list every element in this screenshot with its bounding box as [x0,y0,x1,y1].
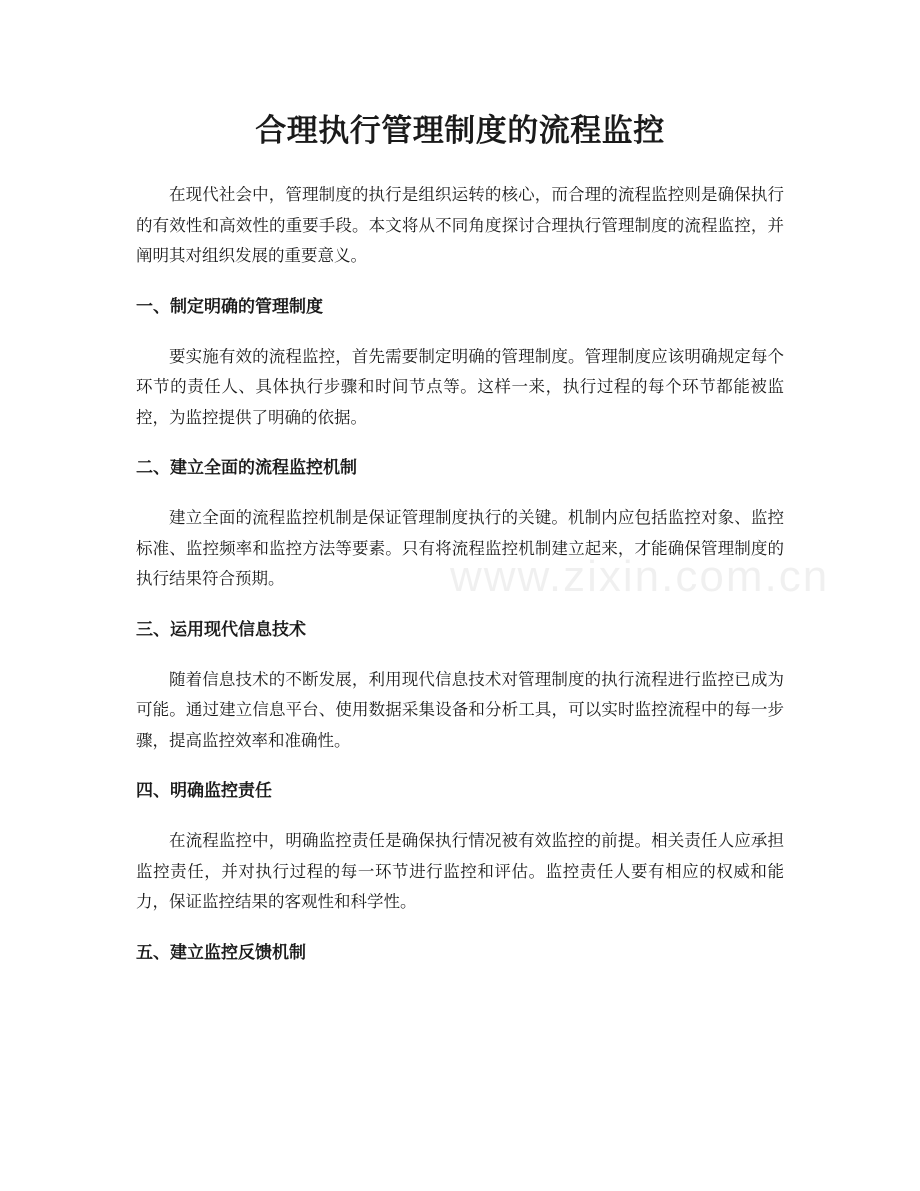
section-4-heading: 四、明确监控责任 [136,781,272,801]
section-4-paragraph: 在流程监控中，明确监控责任是确保执行情况被有效监控的前提。相关责任人应承担监控责任，并对执行过程的每一环节进行监控和评估。监控责任人要有相应的权威和能力，保证监控结果的客观性和科学性。 [136,831,784,911]
document-body [136,180,784,968]
section-1-heading: 一、制定明确的管理制度 [136,296,323,317]
section-5-heading: 五、建立监控反馈机制 [136,942,306,963]
document-title: 合理执行管理制度的流程监控 [255,113,665,149]
section-3-paragraph: 随着信息技术的不断发展，利用现代信息技术对管理制度的执行流程进行监控已成为可能。通过建立信息平台、使用数据采集设备和分析工具，可以实时监控流程中的每一步骤，提高监控效率和准确性。 [136,669,784,750]
section-1-paragraph: 要实施有效的流程监控，首先需要制定明确的管理制度。管理制度应该明确规定每个环节的责任人、具体执行步骤和时间节点等。这样一来，执行过程的每个环节都能被监控，为监控提供了明确的依据。 [136,346,784,427]
section-2-heading: 二、建立全面的流程监控机制 [136,458,357,478]
intro-paragraph: 在现代社会中，管理制度的执行是组织运转的核心，而合理的流程监控则是确保执行的有效性和高效性的重要手段。本文将从不同角度探讨合理执行管理制度的流程监控，并阐明其对组织发展的重要意义。 [136,185,784,265]
watermark-text: www.zixin.com.cn [450,552,830,601]
section-3-heading: 三、运用现代信息技术 [136,619,306,640]
section-2-paragraph: 建立全面的流程监控机制是保证管理制度执行的关键。机制内应包括监控对象、监控标准、监控频率和监控方法等要素。只有将流程监控机制建立起来，才能确保管理制度的执行结果符合预期。 [136,508,784,588]
